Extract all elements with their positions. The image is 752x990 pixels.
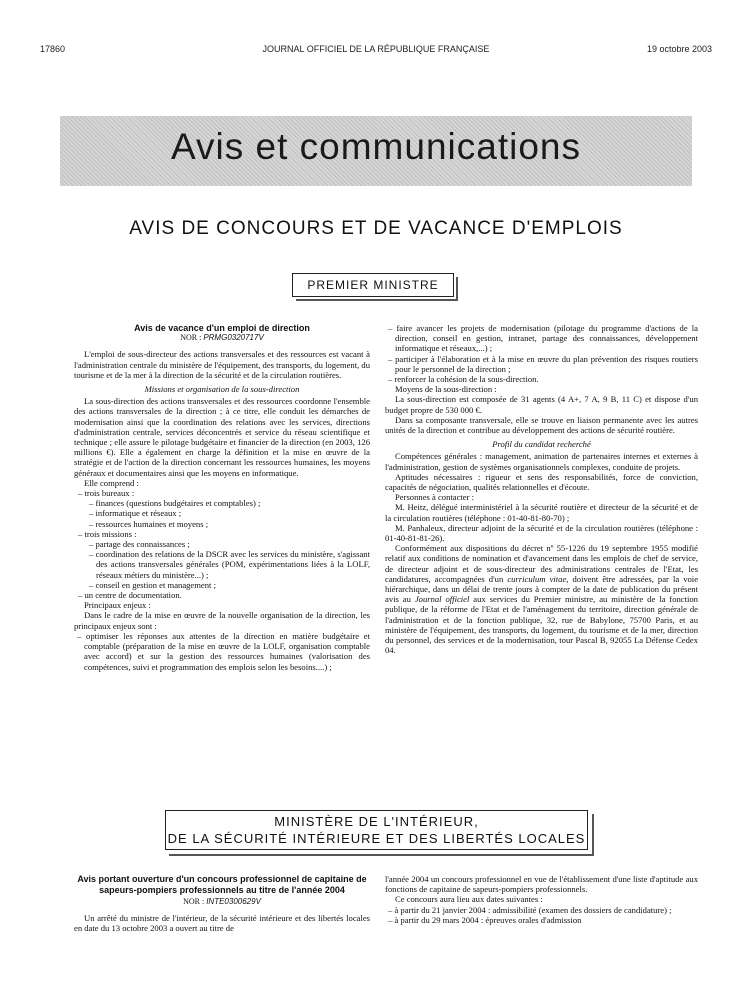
contacts-label: Personnes à contacter : [395, 492, 474, 503]
list-item: – coordination des relations de la DSCR avec les services du ministère, s'agissant des actions transversales générales (POM, expérimentations liées à la LOLF, réseaux métiers du ministère...) ; [89, 549, 370, 580]
section-heading-missions: Missions et organisation de la sous-direction [144, 384, 300, 395]
list-item: – trois missions : [78, 528, 137, 539]
list-item: – renforcer la cohésion de la sous-direction. [388, 374, 539, 385]
article-intro: L'emploi de sous-directeur des actions transversales et des ressources est vacant à l'administration centrale du ministère de l'équipement, des transports, du logement, du tourisme et de la mer à la direction de la sécurité et de la circulation routières. [74, 349, 370, 380]
ministry-name-line: MINISTÈRE DE L'INTÉRIEUR, [274, 814, 479, 829]
banner-title: Avis et communications [171, 126, 581, 167]
nor-reference: NOR : PRMG0320717V [180, 333, 264, 343]
list-item: – faire avancer les projets de modernisation (pilotage du programme d'actions de la direction, conseil en gestion, intranet, partage des connaissances, développement informatique et réseaux,...) ; [388, 323, 698, 354]
moyens-paragraph: La sous-direction est composée de 31 agents (4 A+, 7 A, 9 B, 11 C) et dispose d'un budget propre de 530 000 €. [385, 394, 698, 415]
list-item: – conseil en gestion et management ; [89, 579, 216, 590]
aptitudes-paragraph: Aptitudes nécessaires : rigueur et sens des responsabilités, force de conviction, capacités de négociation, qualités relationnelles et d'écoute. [385, 471, 698, 493]
enjeux-intro: Dans le cadre de la mise en œuvre de la nouvelle organisation de la direction, les principaux enjeux sont : [74, 610, 370, 631]
list-item: – à partir du 29 mars 2004 : épreuves orales d'admission [388, 914, 582, 925]
section-title: AVIS DE CONCOURS ET DE VACANCE D'EMPLOIS [129, 218, 623, 239]
header-date: 19 octobre 2003 [646, 44, 712, 54]
contact-paragraph: M. Panhaleux, directeur adjoint de la sécurité et de la circulation routières (téléphone : 01-40-81-81-26). [385, 522, 698, 544]
missions-paragraph: La sous-direction des actions transversales et des ressources coordonne l'ensemble des actions transversales de la direction ; à ce titre, elle conduit les démarches de modernisation ainsi que la coordination des relations avec les services, directions d'administration centrale, services déconcentrés et service du réseau scientifique et technique ; elle assure le pilotage budgétaire et financier de la direction (en 2003, 126 millions €). Elle a également en charge la définition et la mise en œuvre de la stratégie et de l'action de la direction concernant les ressources humaines, les moyens généraux et documentaires ainsi que les moyens en informatique. [74, 396, 370, 478]
section-heading-profil: Profil du candidat recherché [492, 439, 591, 450]
moyens-paragraph-2: Dans sa composante transversale, elle se trouve en liaison permanente avec les autres unités de la direction et contribue au développement des actions de sécurité routière. [385, 414, 698, 436]
list-item: – un centre de documentation. [78, 590, 182, 601]
competences-paragraph: Compétences générales : management, animation de partenaires internes et externes à l'administration, gestion de systèmes organisationnels complexes, conduite de projets. [385, 451, 698, 472]
contact-paragraph: M. Heitz, délégué interministériel à la sécurité routière et directeur de la sécurité et de la circulation routières (téléphone : 01-40-81-80-70) ; [385, 502, 698, 523]
enjeux-label: Principaux enjeux : [84, 600, 151, 611]
list-item: – partage des connaissances ; [89, 539, 190, 550]
list-item: – participer à l'élaboration et à la mise en œuvre du plan prévention des risques routiers pour le personnel de la direction ; [388, 353, 698, 374]
list-item: – trois bureaux : [78, 488, 135, 499]
comprend-label: Elle comprend : [84, 477, 139, 488]
article-right-column [385, 323, 698, 656]
list-item: – à partir du 21 janvier 2004 : admissibilité (examen des dossiers de candidature) ; [388, 904, 672, 915]
ministry-box [165, 810, 588, 850]
page-number: 17860 [40, 44, 66, 54]
article-left-column [74, 323, 370, 672]
journal-title: JOURNAL OFFICIEL DE LA RÉPUBLIQUE FRANÇAISE [262, 44, 490, 54]
article-title: Avis portant ouverture d'un concours professionnel de capitaine de sapeurs-pompiers professionnels au titre de l'année 2004 [77, 874, 367, 895]
list-item: – finances (questions budgétaires et comptables) ; [89, 498, 261, 509]
article-paragraph: l'année 2004 un concours professionnel en vue de l'établissement d'une liste d'aptitude aux fonctions de capitaine de sapeurs-pompiers professionnels. [385, 874, 698, 895]
ministry-name-line: DE LA SÉCURITÉ INTÉRIEURE ET DES LIBERTÉS LOCALES [167, 831, 586, 846]
article-intro: Un arrêté du ministre de l'intérieur, de la sécurité intérieure et des libertés locales en date du 13 octobre 2003 a ouvert au titre de [74, 913, 370, 934]
list-item: – informatique et réseaux ; [89, 508, 182, 519]
decret-paragraph: Conformément aux dispositions du décret nº 55-1226 du 19 septembre 1955 modifié relatif aux conditions de nomination et d'avancement dans les emplois de chef de service, de directeur adjoint et de sous-directeur des administrations centrales de l'Etat, les candidatures, accompagnées d'un curriculum vitae, doivent être adressées, par la voie hiérarchique, dans un délai de trente jours à compter de la date de publication du présent avis au Journal officiel aux services du Premier ministre, au ministère de la fonction publique, de la réforme de l'Etat et de l'aménagement du territoire, direction générale de l'administration et de la fonction publique, 32, rue de Babylone, 75700 Paris, et au ministère de l'équipement, des transports, du logement, du tourisme et de la mer, direction du personnel, des services et de la modernisation, tour Pascal B, 92055 La Défense Cedex 04. [385, 543, 699, 656]
nor-reference: NOR : INTE0300629V [183, 897, 261, 906]
list-item: – ressources humaines et moyens ; [89, 518, 209, 529]
ministry-box: PREMIER MINISTRE [292, 273, 454, 297]
article-left-column [74, 874, 370, 934]
article-paragraph: Ce concours aura lieu aux dates suivantes : [395, 894, 543, 905]
moyens-label: Moyens de la sous-direction : [395, 384, 497, 395]
list-item: – optimiser les réponses aux attentes de la direction en matière budgétaire et comptable (préparation de la mise en œuvre de la LOLF, organisation comptable avec accord) et sur la gestion des ressources humaines (valorisation des compétences, suivi et programmation des emplois selon les besoins....) ; [77, 630, 370, 672]
article-title: Avis de vacance d'un emploi de direction [134, 323, 310, 333]
article-right-column [385, 874, 698, 925]
